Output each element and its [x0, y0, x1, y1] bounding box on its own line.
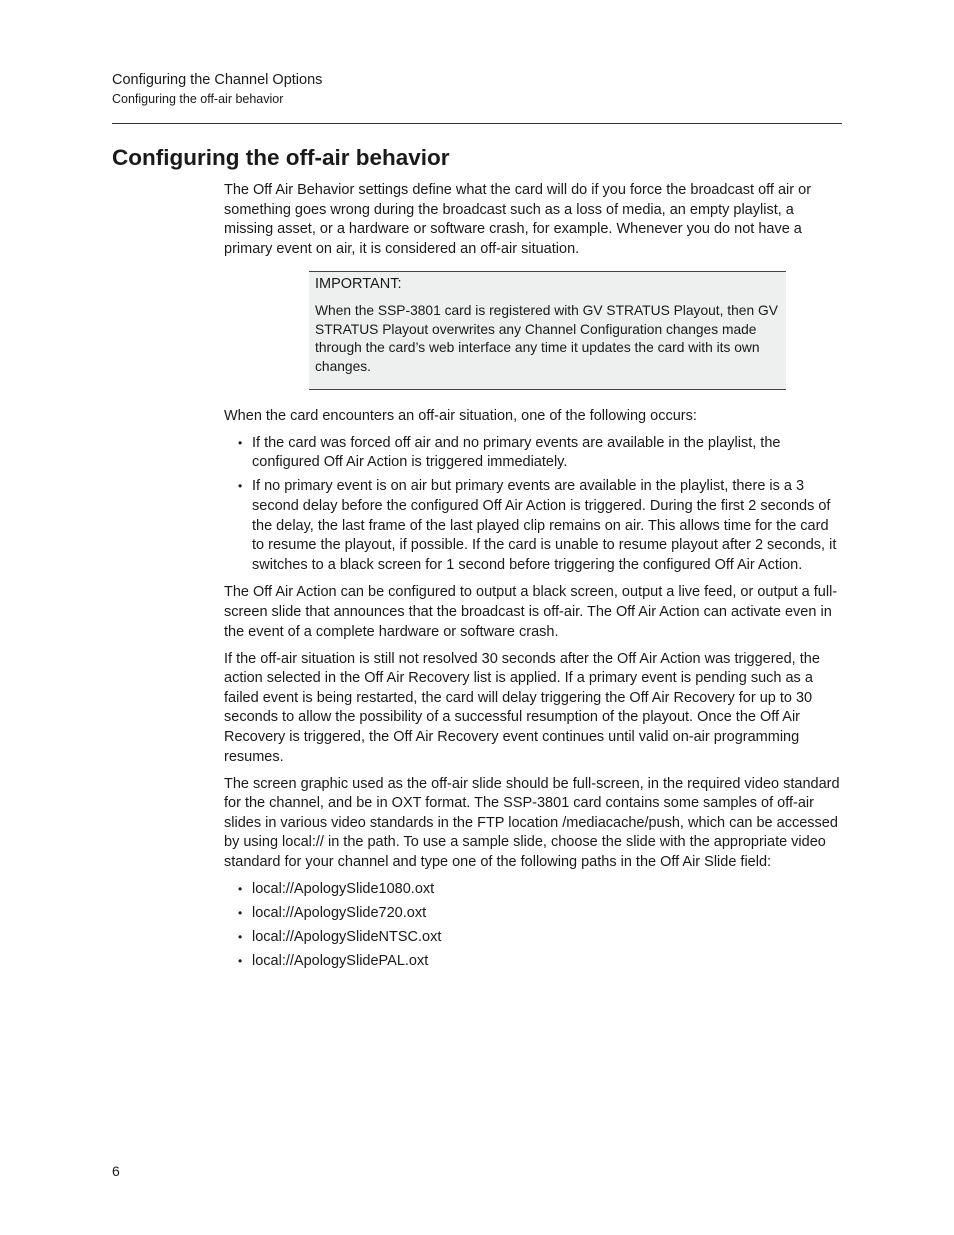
recovery-paragraph: If the off-air situation is still not resolved 30 seconds after the Off Air Action was triggered, the action selected in the Off Air Recovery list is applied. If a primary event is pending such as a failed event is being restarted, the card will delay triggering the Off Air Recovery for up to 30 seconds to allow the possibility of a successful resumption of the playout. Once the Off Air Recovery is triggered, the Off Air Recovery event continues until valid on-air programming resumes.	[224, 650, 820, 765]
slide-paragraph: The screen graphic used as the off-air slide should be full-screen, in the required video standard for the channel, and be in OXT format. The SSP-3801 card contains some samples of off-air slides in various video standards in the FTP location /mediacache/push, which can be accessed by using local:// in the path. To use a sample slide, choose the slide with the appropriate video standard for your channel and type one of the following paths in the Off Air Slide field:	[224, 775, 840, 871]
list-item: • local://ApologySlideNTSC.oxt	[224, 928, 842, 948]
list-item: • local://ApologySlidePAL.oxt	[224, 952, 842, 972]
important-note	[309, 271, 786, 389]
running-header-section: Configuring the off-air behavior	[112, 92, 284, 106]
list-item: • local://ApologySlide1080.oxt	[224, 880, 842, 900]
slide-path-list	[224, 880, 842, 972]
main-content	[224, 181, 842, 980]
list-item: • If no primary event is on air but primary events are available in the playlist, there is a 3 second delay before the configured Off Air Action is triggered. During the first 2 seconds of the delay, the last frame of the last played clip remains on air. This allows time for the card to resume the playout, if possible. If the card is unable to resume playout after 2 seconds, it switches to a black screen for 1 second before triggering the configured Off Air Action.	[224, 477, 842, 575]
list-item: • If the card was forced off air and no primary events are available in the playlist, the configured Off Air Action is triggered immediately.	[224, 434, 842, 473]
situation-lead-paragraph: When the card encounters an off-air situation, one of the following occurs:	[224, 407, 697, 424]
page-number: 6	[112, 1163, 120, 1179]
header-divider	[112, 123, 842, 124]
important-note-label: IMPORTANT:	[315, 276, 402, 293]
running-header-chapter: Configuring the Channel Options	[112, 72, 323, 88]
action-paragraph: The Off Air Action can be configured to output a black screen, output a live feed, or output a full-screen slide that announces that the broadcast is off-air. The Off Air Action can activate even in the event of a complete hardware or software crash.	[224, 584, 838, 640]
page-title: Configuring the off-air behavior	[112, 145, 450, 170]
situation-list	[224, 434, 842, 576]
intro-paragraph: The Off Air Behavior settings define what the card will do if you force the broadcast off air or something goes wrong during the broadcast such as a loss of media, an empty playlist, a missing asset, or a hardware or software crash, for example. Whenever you do not have a primary event on air, it is considered an off-air situation.	[224, 182, 812, 257]
list-item: • local://ApologySlide720.oxt	[224, 904, 842, 924]
running-header	[112, 70, 842, 108]
important-note-text: When the SSP-3801 card is registered with GV STRATUS Playout, then GV STRATUS Playout overwrites any Channel Configuration changes made through the card’s web interface any time it updates the card with its own changes.	[315, 302, 778, 375]
